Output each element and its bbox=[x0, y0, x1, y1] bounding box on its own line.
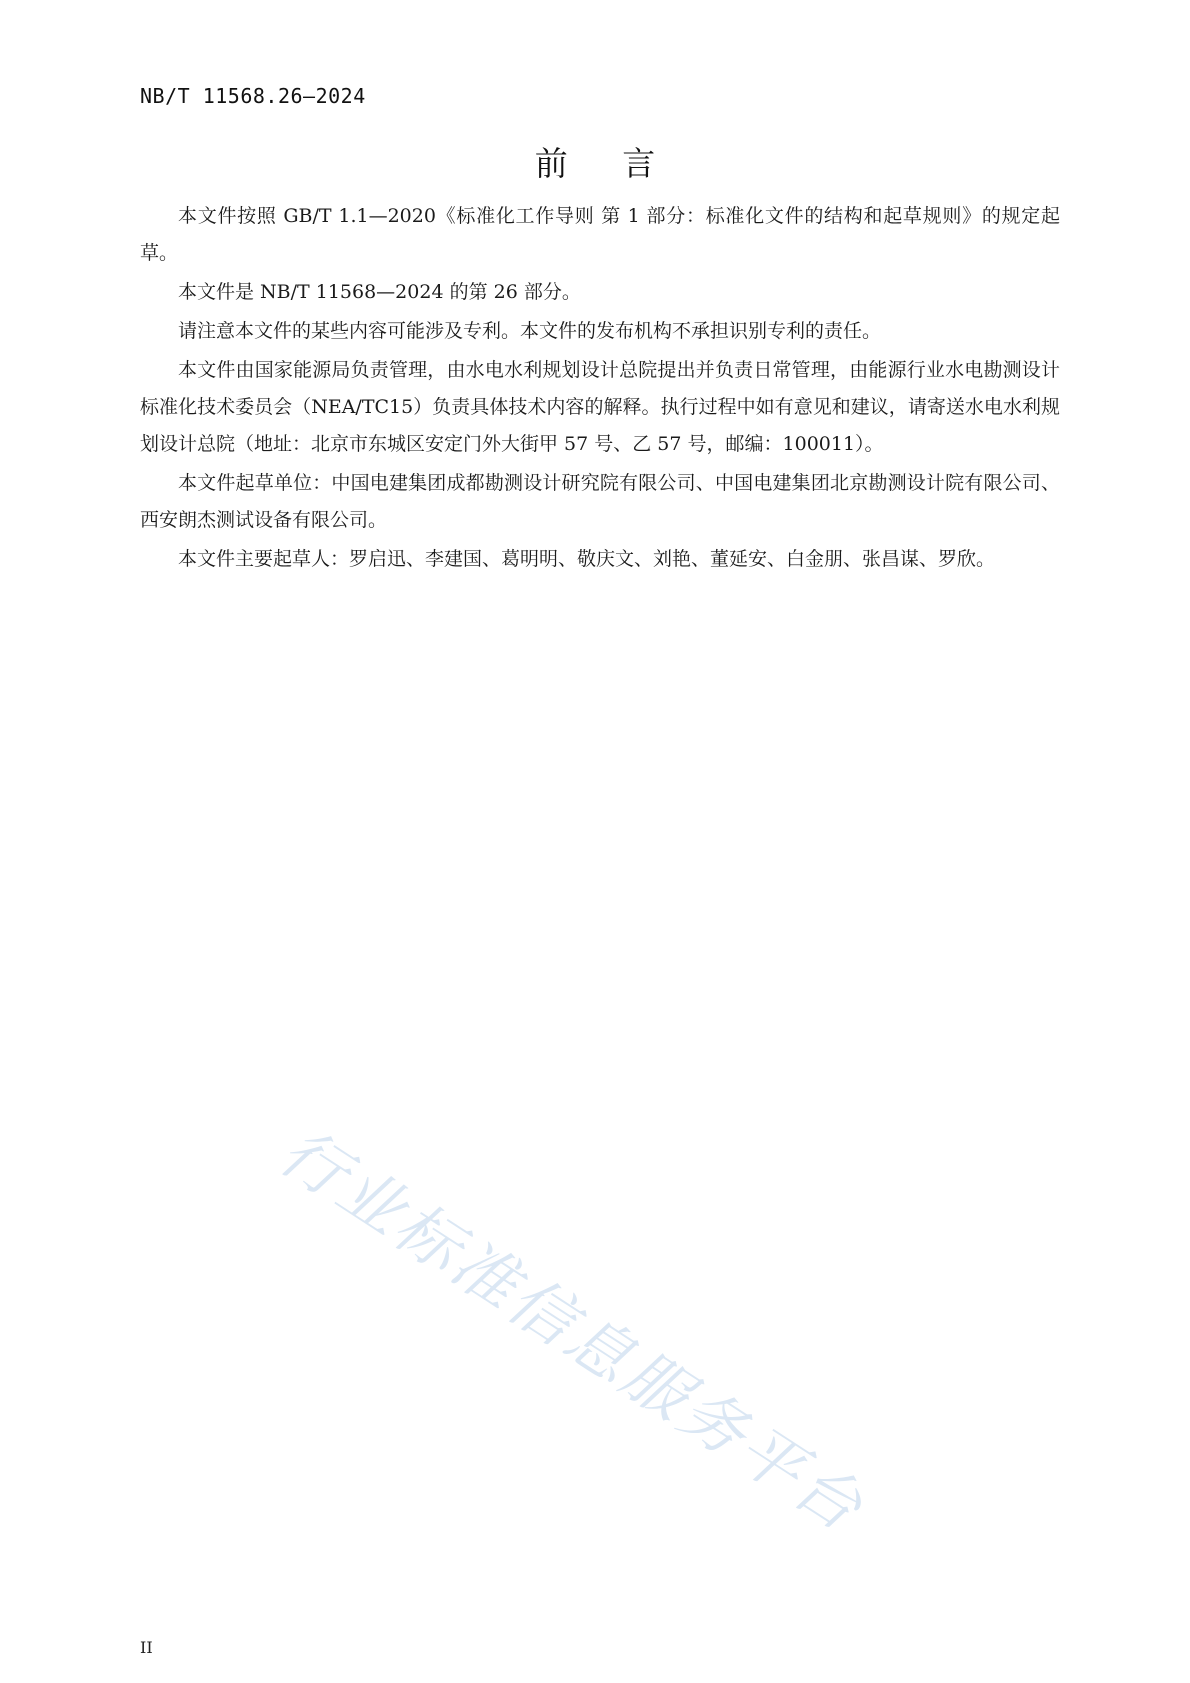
page-title: 前 言 bbox=[534, 144, 678, 183]
watermark: 行业标准信息服务平台 bbox=[266, 1115, 878, 1548]
paragraph-drafting-units: 本文件起草单位：中国电建集团成都勘测设计研究院有限公司、中国电建集团北京勘测设计院有限公司、西安朗杰测试设备有限公司。 bbox=[140, 472, 1060, 531]
paragraph-drafters: 本文件主要起草人：罗启迅、李建国、葛明明、敬庆文、刘艳、董延安、白金朋、张昌谋、罗欣。 bbox=[178, 548, 996, 570]
foreword-body bbox=[140, 198, 1060, 580]
document-code: NB/T 11568.26—2024 bbox=[140, 84, 366, 108]
page-number: II bbox=[140, 1638, 153, 1657]
paragraph-patent-notice: 请注意本文件的某些内容可能涉及专利。本文件的发布机构不承担识别专利的责任。 bbox=[178, 320, 882, 342]
paragraph-management: 本文件由国家能源局负责管理，由水电水利规划设计总院提出并负责日常管理，由能源行业水电勘测设计标准化技术委员会（NEA/TC15）负责具体技术内容的解释。执行过程中如有意见和建议，请寄送水电水利规划设计总院（地址：北京市东城区安定门外大街甲 57 号、乙 57 号，邮编：100011）。 bbox=[140, 359, 1060, 455]
paragraph-part-number: 本文件是 NB/T 11568—2024 的第 26 部分。 bbox=[178, 281, 581, 303]
paragraph-drafting-rules: 本文件按照 GB/T 1.1—2020《标准化工作导则 第 1 部分：标准化文件的结构和起草规则》的规定起草。 bbox=[140, 205, 1060, 264]
